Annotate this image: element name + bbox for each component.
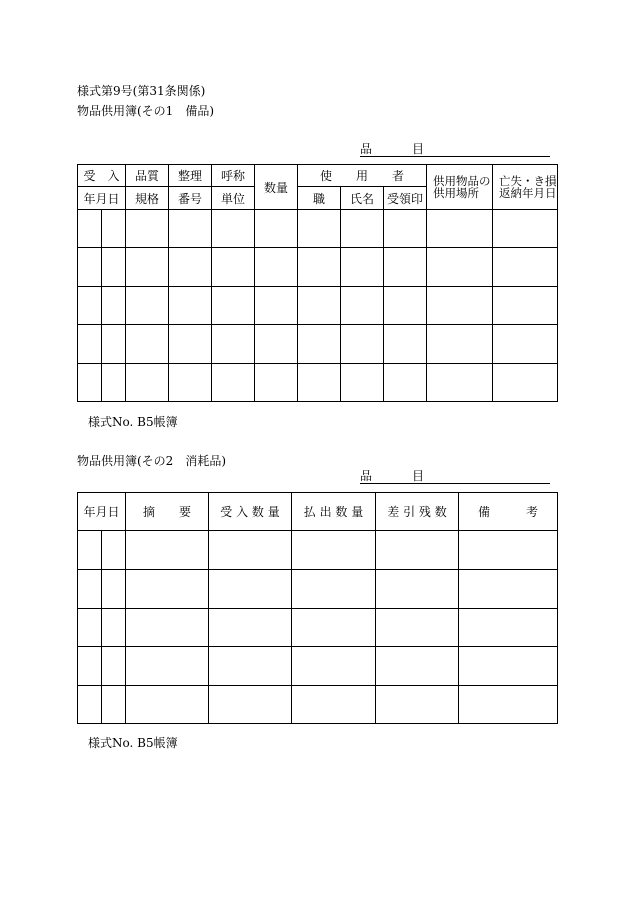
header-suryo: 数量: [255, 165, 298, 210]
header-boshitsu: 亡失・き損返納年月日: [493, 165, 558, 210]
header-bango: 番号: [169, 187, 212, 210]
header-seiri: 整理: [169, 165, 212, 187]
item-label: 品 目: [360, 142, 439, 156]
table-row: [78, 609, 558, 647]
header-ukeire-suryo: 受 入 数 量: [209, 493, 292, 531]
header-shiyosha: 使 用 者: [298, 165, 427, 187]
header-zandaka: 差 引 残 数: [376, 493, 459, 531]
table-row: [78, 325, 558, 364]
table-row: [78, 248, 558, 287]
item-field-1: [360, 140, 550, 157]
footnote-2: 様式No. B5帳簿: [88, 736, 178, 750]
header-ukeire: 受 入: [78, 165, 126, 187]
table-row: [78, 210, 558, 248]
table-row: [78, 287, 558, 325]
table-row: [78, 647, 558, 686]
table-row: [78, 686, 558, 724]
table-row: [78, 531, 558, 570]
header-shoku: 職: [298, 187, 341, 210]
footnote-1: 様式No. B5帳簿: [88, 415, 178, 429]
item-label: 品 目: [360, 469, 439, 483]
form-number: 様式第9号(第31条関係): [77, 84, 206, 98]
header-juryoin: 受領印: [384, 187, 427, 210]
table-row: [78, 364, 558, 402]
header-biko: 備 考: [459, 493, 558, 531]
header-shimei: 氏名: [341, 187, 384, 210]
header-haraidashi-suryo: 払 出 数 量: [292, 493, 376, 531]
header-hinshitsu: 品質: [126, 165, 169, 187]
table-row: [78, 570, 558, 609]
equipment-table: [77, 164, 558, 402]
header-tekiyo: 摘 要: [126, 493, 209, 531]
header-ukeire-date: 年月日: [78, 187, 126, 210]
header-basho: 供用物品の供用場所: [427, 165, 493, 210]
table2-title: 物品供用簿(その2 消耗品): [77, 454, 226, 468]
header-kikaku: 規格: [126, 187, 169, 210]
header-date: 年月日: [78, 493, 126, 531]
table1-title: 物品供用簿(その1 備品): [77, 104, 214, 118]
consumables-table: [77, 492, 558, 724]
header-tani: 単位: [212, 187, 255, 210]
item-field-2: [360, 467, 550, 484]
header-kosho: 呼称: [212, 165, 255, 187]
